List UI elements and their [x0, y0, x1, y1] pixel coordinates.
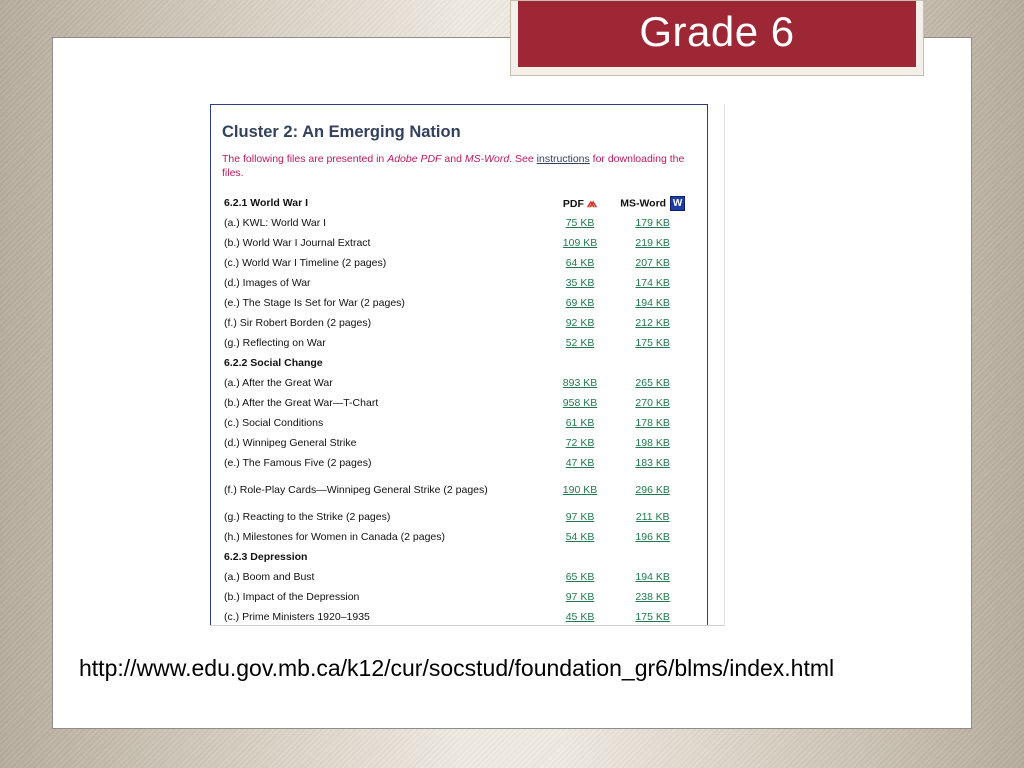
- word-download-link[interactable]: 270 KB: [635, 397, 670, 409]
- pdf-column-header: [547, 193, 614, 213]
- word-cell: [613, 507, 692, 527]
- word-download-link[interactable]: 296 KB: [635, 483, 670, 496]
- file-name: (c.) Prime Ministers 1920–1935: [224, 611, 370, 623]
- file-row: [222, 413, 692, 433]
- pdf-column-label: PDF: [562, 198, 584, 210]
- file-row: [222, 453, 692, 473]
- word-cell: [613, 433, 692, 453]
- pdf-download-link[interactable]: 64 KB: [565, 257, 595, 269]
- pdf-download-link[interactable]: 75 KB: [565, 217, 595, 229]
- section-title: 6.2.2 Social Change: [224, 357, 323, 369]
- word-download-link[interactable]: 178 KB: [635, 417, 670, 429]
- file-name: (b.) World War I Journal Extract: [224, 237, 371, 249]
- pdf-cell: [547, 213, 614, 233]
- pdf-cell: [547, 293, 614, 313]
- pdf-cell: [547, 233, 614, 253]
- word-cell: [613, 293, 692, 313]
- section-row: [222, 193, 692, 213]
- pdf-download-link[interactable]: 97 KB: [565, 511, 595, 523]
- file-row: [222, 213, 692, 233]
- pdf-download-link[interactable]: 72 KB: [565, 437, 595, 449]
- pdf-download-link[interactable]: 92 KB: [565, 317, 595, 329]
- file-row: [222, 507, 692, 527]
- word-download-link[interactable]: 194 KB: [635, 571, 670, 583]
- pdf-download-link[interactable]: 190 KB: [562, 483, 598, 496]
- pdf-cell: [547, 333, 614, 353]
- pdf-icon: ⩕: [586, 195, 598, 210]
- file-name: (a.) After the Great War: [224, 377, 333, 389]
- file-name: (e.) The Stage Is Set for War (2 pages): [224, 297, 405, 309]
- file-name: (e.) The Famous Five (2 pages): [224, 457, 372, 469]
- pdf-download-link[interactable]: 893 KB: [562, 377, 598, 389]
- word-cell: [613, 607, 692, 625]
- intro-and: and: [444, 153, 462, 165]
- file-row: [222, 393, 692, 413]
- file-name: (g.) Reflecting on War: [224, 337, 326, 349]
- pdf-download-link[interactable]: 109 KB: [562, 237, 598, 249]
- pdf-cell: [547, 253, 614, 273]
- word-download-link[interactable]: 219 KB: [635, 237, 670, 249]
- pdf-cell: [547, 567, 614, 587]
- file-row: [222, 473, 692, 507]
- word-cell: [613, 273, 692, 293]
- word-download-link[interactable]: 211 KB: [635, 511, 670, 523]
- file-name: (d.) Winnipeg General Strike: [224, 437, 357, 449]
- word-download-link[interactable]: 212 KB: [635, 317, 670, 329]
- file-row: [222, 567, 692, 587]
- pdf-cell: [547, 273, 614, 293]
- section-row: [222, 547, 692, 567]
- file-name: (b.) Impact of the Depression: [224, 591, 360, 603]
- word-cell: [613, 373, 692, 393]
- file-name: (f.) Sir Robert Borden (2 pages): [224, 317, 372, 329]
- word-cell: [613, 567, 692, 587]
- word-cell: [613, 393, 692, 413]
- word-cell: [613, 453, 692, 473]
- file-name: (f.) Role-Play Cards—Winnipeg General Strike (2 pages): [224, 483, 488, 496]
- section-row: [222, 353, 692, 373]
- title-box: [510, 0, 924, 76]
- files-table: [222, 193, 692, 625]
- word-cell: [613, 527, 692, 547]
- pdf-download-link[interactable]: 61 KB: [565, 417, 595, 429]
- pdf-cell: [547, 453, 614, 473]
- empty-cell: [613, 353, 692, 373]
- file-name: (d.) Images of War: [224, 277, 311, 289]
- word-download-link[interactable]: 175 KB: [635, 611, 670, 623]
- word-download-link[interactable]: 179 KB: [635, 217, 670, 229]
- word-column-label: MS-Word: [620, 196, 667, 209]
- pdf-cell: [547, 373, 614, 393]
- source-url: http://www.edu.gov.mb.ca/k12/cur/socstud/foundation_gr6/blms/index.html: [79, 655, 835, 681]
- pdf-cell: [547, 587, 614, 607]
- word-download-link[interactable]: 174 KB: [635, 277, 670, 289]
- word-icon: W: [670, 196, 685, 211]
- word-download-link[interactable]: 194 KB: [635, 297, 670, 309]
- pdf-cell: [547, 313, 614, 333]
- pdf-download-link[interactable]: 47 KB: [565, 457, 595, 469]
- file-row: [222, 587, 692, 607]
- file-row: [222, 273, 692, 293]
- section-title: 6.2.1 World War I: [224, 197, 309, 209]
- file-name: (b.) After the Great War—T-Chart: [224, 397, 379, 409]
- webpage-screenshot: [210, 104, 708, 625]
- word-cell: [613, 313, 692, 333]
- file-row: [222, 433, 692, 453]
- pdf-cell: [547, 507, 614, 527]
- word-download-link[interactable]: 175 KB: [635, 337, 670, 349]
- word-cell: [613, 413, 692, 433]
- title-banner: [518, 1, 916, 67]
- screenshot-edge: [724, 104, 725, 625]
- pdf-cell: [547, 393, 614, 413]
- intro-post: for downloading the files.: [222, 153, 685, 179]
- word-cell: [613, 587, 692, 607]
- intro-word: MS-Word: [464, 153, 510, 165]
- file-name: (g.) Reacting to the Strike (2 pages): [224, 511, 391, 523]
- instructions-link[interactable]: instructions: [536, 153, 590, 165]
- file-name: (a.) Boom and Bust: [224, 571, 315, 583]
- file-name: (a.) KWL: World War I: [224, 217, 327, 229]
- word-download-link[interactable]: 196 KB: [635, 531, 670, 543]
- intro-text: [222, 152, 700, 180]
- word-download-link[interactable]: 198 KB: [635, 437, 670, 449]
- pdf-cell: [547, 413, 614, 433]
- pdf-download-link[interactable]: 54 KB: [565, 531, 595, 543]
- word-download-link[interactable]: 238 KB: [635, 591, 670, 603]
- pdf-download-link[interactable]: 35 KB: [565, 277, 595, 289]
- empty-cell: [613, 547, 692, 567]
- pdf-download-link[interactable]: 97 KB: [565, 591, 595, 603]
- slide-title: Grade 6: [639, 8, 795, 55]
- pdf-download-link[interactable]: 958 KB: [562, 397, 598, 409]
- word-download-link[interactable]: 183 KB: [635, 457, 670, 469]
- word-cell: [613, 213, 692, 233]
- file-row: [222, 373, 692, 393]
- file-name: (c.) Social Conditions: [224, 417, 324, 429]
- word-cell: [613, 473, 692, 507]
- file-row: [222, 607, 692, 625]
- file-row: [222, 253, 692, 273]
- intro-pre: The following files are presented in: [222, 153, 385, 165]
- file-row: [222, 293, 692, 313]
- pdf-download-link[interactable]: 52 KB: [565, 337, 595, 349]
- section-title: 6.2.3 Depression: [224, 551, 308, 563]
- file-row: [222, 333, 692, 353]
- pdf-cell: [547, 607, 614, 625]
- pdf-cell: [547, 473, 614, 507]
- pdf-download-link[interactable]: 69 KB: [565, 297, 595, 309]
- word-download-link[interactable]: 265 KB: [635, 377, 670, 389]
- word-cell: [613, 333, 692, 353]
- screenshot-bottom-edge: [210, 625, 725, 626]
- pdf-download-link[interactable]: 45 KB: [565, 611, 595, 623]
- file-row: [222, 233, 692, 253]
- word-cell: [613, 233, 692, 253]
- file-name: (h.) Milestones for Women in Canada (2 pages): [224, 531, 445, 543]
- file-row: [222, 527, 692, 547]
- pdf-download-link[interactable]: 65 KB: [565, 571, 595, 583]
- word-column-header: [613, 193, 692, 213]
- word-cell: [613, 253, 692, 273]
- empty-cell: [547, 547, 614, 567]
- file-name: (c.) World War I Timeline (2 pages): [224, 257, 387, 269]
- pdf-cell: [547, 433, 614, 453]
- word-download-link[interactable]: 207 KB: [635, 257, 670, 269]
- file-row: [222, 313, 692, 333]
- intro-see: . See: [509, 153, 534, 165]
- empty-cell: [547, 353, 614, 373]
- pdf-cell: [547, 527, 614, 547]
- cluster-heading: Cluster 2: An Emerging Nation: [222, 123, 461, 141]
- intro-pdf: Adobe PDF: [387, 153, 442, 165]
